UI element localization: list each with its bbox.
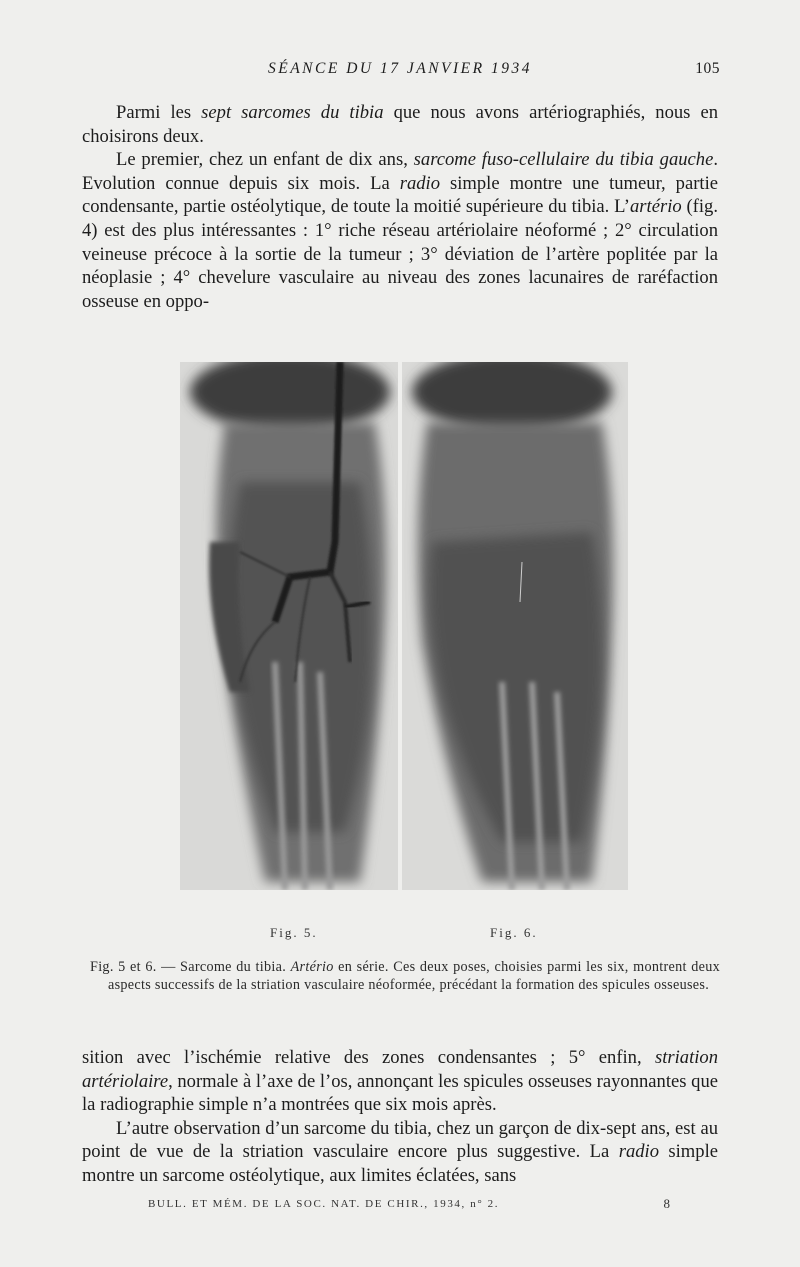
signature-number: 8 — [663, 1196, 670, 1211]
paragraph: Parmi les sept sarcomes du tibia que nous avons artériographiés, nous en choisirons deux. — [82, 102, 718, 147]
paragraph: sition avec l’ischémie relative des zones condensantes ; 5° enfin, striation artériolaire, normale à l’axe de l’os, annonçant les spicules osseuses rayonnantes que la radiographie simple n’a montrées que six mois après. — [82, 1047, 718, 1116]
xray-figure-5 — [180, 362, 398, 890]
figure-6-label: Fig. 6. — [490, 925, 538, 940]
top-text — [82, 101, 718, 313]
journal-reference: BULL. ET MÉM. DE LA SOC. NAT. DE CHIR., 1934, n° 2. — [148, 1198, 500, 1210]
paragraph: L’autre observation d’un sarcome du tibia, chez un garçon de dix-sept ans, est au point de vue de la striation vasculaire encore plus suggestive. La radio simple montre un sarcome ostéolytique, aux limites éclatées, sans — [82, 1117, 718, 1186]
session-title: SÉANCE DU 17 JANVIER 1934 — [268, 60, 532, 77]
page-number: 105 — [695, 60, 720, 77]
paragraph: Le premier, chez un enfant de dix ans, sarcome fuso-cellulaire du tibia gauche. Evolution connue depuis six mois. La radio simple montre une tumeur, partie condensante, partie ostéolytique, de toute la moitié supérieure du tibia. L’artério (fig. 4) est des plus intéressantes : 1° riche réseau artériolaire néoformé ; 2° circulation veineuse précoce à la sortie de la tumeur ; 3° déviation de l’artère poplitée par la néoplasie ; 4° chevelure vasculaire au niveau des zones lacunaires de raréfaction osseuse en oppo- — [82, 149, 719, 312]
figure-5-label: Fig. 5. — [270, 925, 318, 940]
running-header — [80, 60, 720, 84]
bottom-text — [82, 1046, 718, 1188]
xray-figure-6 — [402, 362, 628, 890]
figure-caption: Fig. 5 et 6. — Sarcome du tibia. Artério en série. Ces deux poses, choisies parmi les six, montrent deux aspects successifs de la striation vasculaire néoformée, précédant la formation des spicules osseuses. — [90, 959, 720, 993]
footer — [148, 1198, 670, 1210]
